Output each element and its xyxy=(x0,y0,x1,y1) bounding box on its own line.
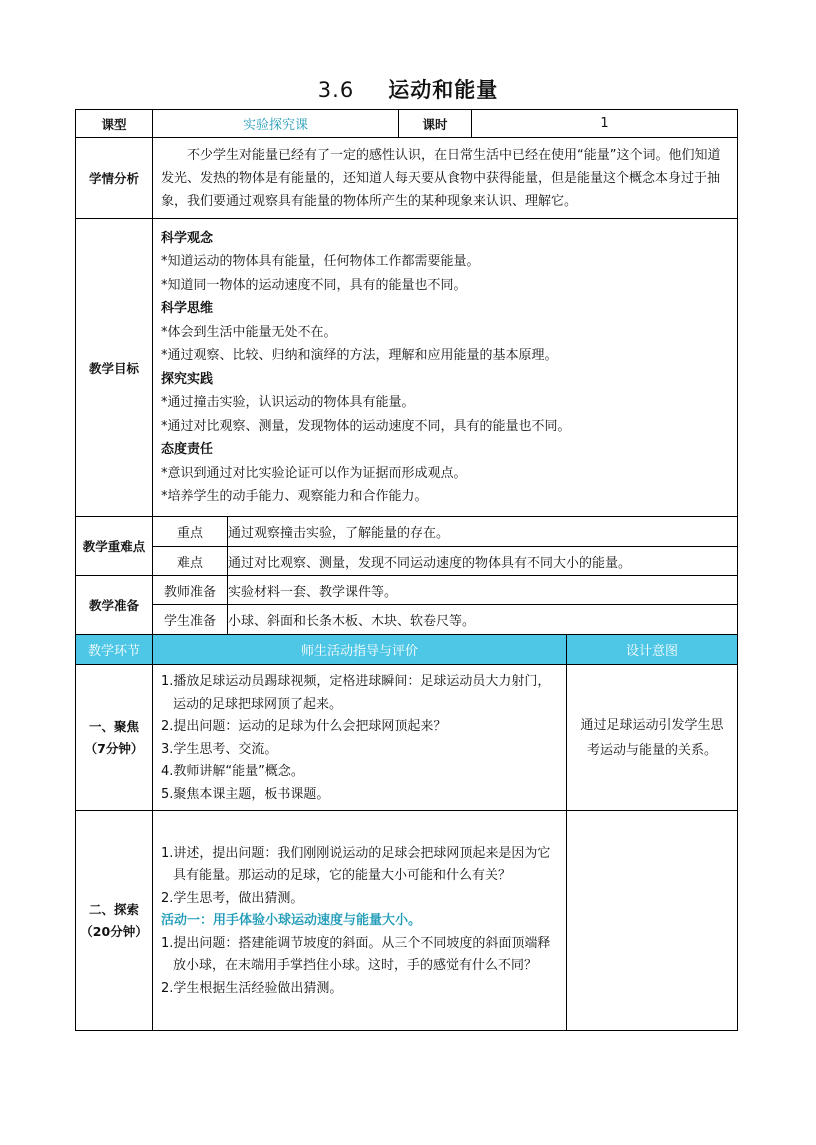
key-points-label: 教学重难点 xyxy=(76,517,153,576)
list-item: 2.提出问题：运动的足球为什么会把球网顶起来？ xyxy=(161,719,447,734)
stage2-activities xyxy=(153,837,566,1005)
difficulty-label: 难点 xyxy=(153,547,228,576)
analysis-label: 学情分析 xyxy=(76,138,153,219)
goals-content xyxy=(153,221,737,515)
goal-item: *通过对比观察、测量，发现物体的运动速度不同，具有的能量也不同。 xyxy=(161,418,571,434)
goal-item: *培养学生的动手能力、观察能力和合作能力。 xyxy=(161,489,428,504)
header-row xyxy=(76,110,738,138)
goal-item: *知道同一物体的运动速度不同，具有的能量也不同。 xyxy=(161,277,467,293)
hours-value: 1 xyxy=(472,110,738,138)
difficulty-row xyxy=(76,547,738,576)
goal-item: *意识到通过对比实验论证可以作为证据而形成观点。 xyxy=(161,465,467,481)
goal-section-title: 科学观念 xyxy=(161,230,214,246)
stage1-activities xyxy=(153,665,566,810)
lesson-title: 运动和能量 xyxy=(388,78,499,102)
teacher-prep-text: 实验材料一套、教学课件等。 xyxy=(228,576,738,605)
stage2-name: 二、探索 xyxy=(88,901,139,917)
student-prep-row xyxy=(76,605,738,635)
student-prep-label: 学生准备 xyxy=(153,605,228,635)
goal-section-title: 探究实践 xyxy=(161,371,214,387)
stage1-time: （7分钟） xyxy=(84,740,144,756)
student-prep-text: 小球、斜面和长条木板、木块、软卷尺等。 xyxy=(228,605,738,635)
analysis-text: 不少学生对能量已经有了一定的感性认识，在日常生活中已经在使用“能量”这个词。他们知道发光、发热的物体是有能量的，还知道人每天要从食物中获得能量，但是能量这个概念本身过于抽象，我们要通过观察具有能量的物体所产生的某种现象来认识、理解它。 xyxy=(161,147,721,209)
goal-item: *通过撞击实验，认识运动的物体具有能量。 xyxy=(161,395,415,410)
stage2-row xyxy=(76,811,738,1031)
page-title xyxy=(0,74,816,104)
process-col-stage: 教学环节 xyxy=(76,635,153,665)
type-label: 课型 xyxy=(76,110,153,138)
stage1-row xyxy=(76,665,738,811)
list-item: 1.提出问题：搭建能调节坡度的斜面。从三个不同坡度的斜面顶端释放小球，在末端用手掌挡住小球。这时，手的感觉有什么不同？ xyxy=(161,935,551,974)
stage2-intent xyxy=(567,811,738,1031)
goals-label: 教学目标 xyxy=(76,219,153,517)
list-item: 2.学生根据生活经验做出猜测。 xyxy=(161,980,343,996)
process-col-intent: 设计意图 xyxy=(567,635,738,665)
analysis-row xyxy=(76,138,738,219)
list-item: 3.学生思考、交流。 xyxy=(161,741,278,757)
hours-label: 课时 xyxy=(399,110,472,138)
focus-label: 重点 xyxy=(153,517,228,547)
goal-section-title: 科学思维 xyxy=(161,301,214,316)
stage1-intent: 通过足球运动引发学生思考运动与能量的关系。 xyxy=(580,717,724,758)
focus-text: 通过观察撞击实验，了解能量的存在。 xyxy=(228,517,738,547)
focus-row xyxy=(76,517,738,547)
prep-label: 教学准备 xyxy=(76,576,153,635)
goal-item: *知道运动的物体具有能量，任何物体工作都需要能量。 xyxy=(161,254,480,269)
difficulty-text: 通过对比观察、测量，发现不同运动速度的物体具有不同大小的能量。 xyxy=(228,547,738,576)
type-value: 实验探究课 xyxy=(153,110,399,138)
stage1-name: 一、聚焦 xyxy=(88,718,139,734)
lesson-plan-table xyxy=(75,109,738,1031)
goal-item: *通过观察、比较、归纳和演绎的方法，理解和应用能量的基本原理。 xyxy=(161,348,558,363)
activity-heading: 活动一：用手体验小球运动速度与能量大小。 xyxy=(161,913,422,929)
list-item: 1.播放足球运动员踢球视频，定格进球瞬间：足球运动员大力射门，运动的足球把球网顶了起来。 xyxy=(161,674,551,712)
process-header-row xyxy=(76,635,738,665)
teacher-prep-label: 教师准备 xyxy=(153,576,228,605)
goal-item: *体会到生活中能量无处不在。 xyxy=(161,324,337,340)
stage2-time: （20分钟） xyxy=(80,923,148,939)
list-item: 1.讲述，提出问题：我们刚刚说运动的足球会把球网顶起来是因为它具有能量。那运动的足球，它的能量大小可能和什么有关？ xyxy=(161,845,551,884)
goal-section-title: 态度责任 xyxy=(161,442,214,457)
teacher-prep-row xyxy=(76,576,738,605)
list-item: 4.教师讲解“能量”概念。 xyxy=(161,764,304,779)
list-item: 2.学生思考，做出猜测。 xyxy=(161,890,304,906)
goals-row xyxy=(76,219,738,517)
list-item: 5.聚焦本课主题，板书课题。 xyxy=(161,786,330,802)
process-col-activity: 师生活动指导与评价 xyxy=(153,635,567,665)
lesson-number: 3.6 xyxy=(317,78,355,102)
